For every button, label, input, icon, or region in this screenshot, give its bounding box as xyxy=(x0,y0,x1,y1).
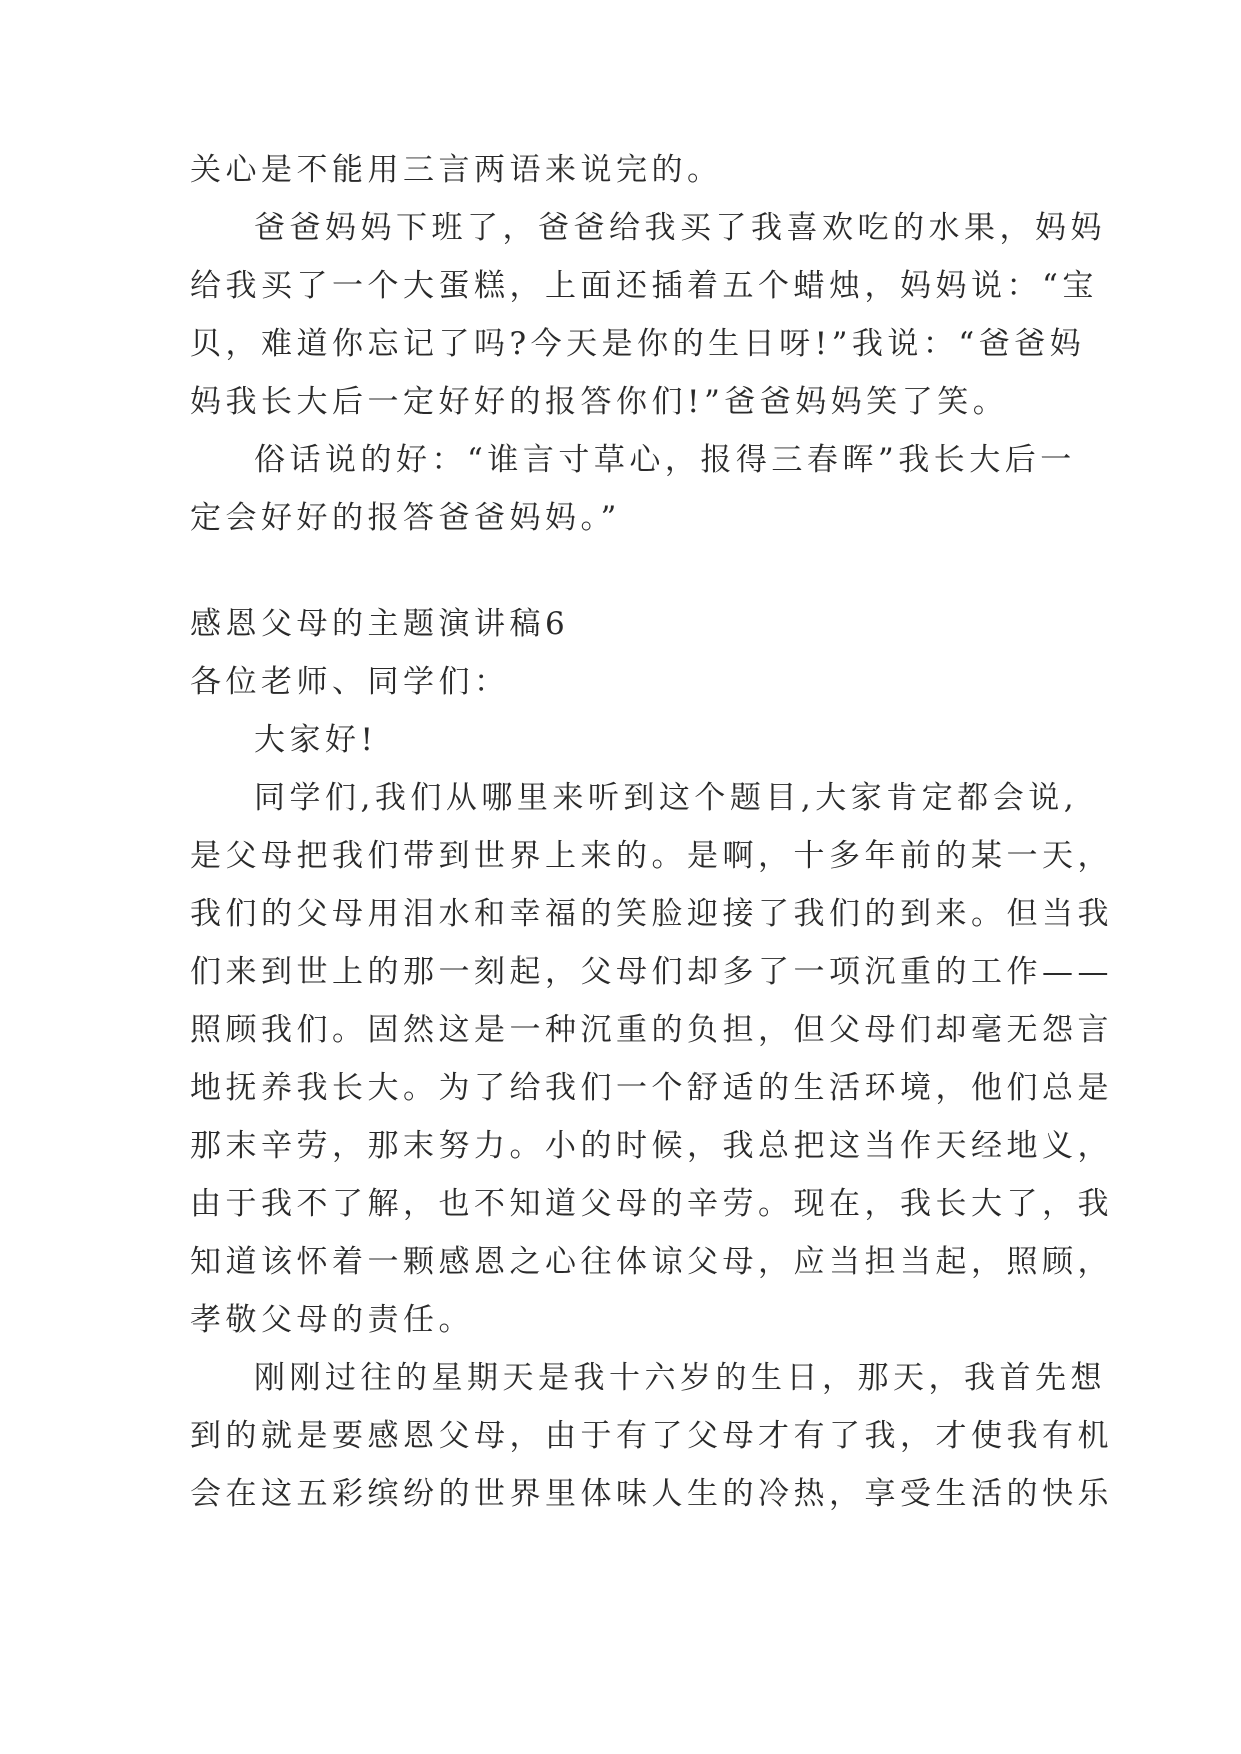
paragraph-line: 地抚养我长大。为了给我们一个舒适的生活环境，他们总是 xyxy=(190,1070,1113,1106)
greeting: 大家好! xyxy=(254,722,378,758)
paragraph-line: 爸爸妈妈下班了，爸爸给我买了我喜欢吃的水果，妈妈 xyxy=(254,210,1106,246)
paragraph-line: 照顾我们。固然这是一种沉重的负担，但父母们却毫无怨言 xyxy=(190,1012,1113,1048)
paragraph-line: 给我买了一个大蛋糕，上面还插着五个蜡烛，妈妈说：“宝 xyxy=(190,268,1098,304)
section-title: 感恩父母的主题演讲稿6 xyxy=(190,606,570,642)
paragraph-line: 是父母把我们带到世界上来的。是啊，十多年前的某一天， xyxy=(190,838,1113,874)
paragraph-line: 孝敬父母的责任。 xyxy=(190,1302,474,1338)
paragraph-line: 妈我长大后一定好好的报答你们!”爸爸妈妈笑了笑。 xyxy=(190,384,1009,420)
paragraph-line: 定会好好的报答爸爸妈妈。” xyxy=(190,500,621,536)
paragraph-line: 俗话说的好：“谁言寸草心，报得三春晖”我长大后一 xyxy=(254,442,1076,478)
paragraph-line: 那末辛劳，那末努力。小的时候，我总把这当作天经地义， xyxy=(190,1128,1113,1164)
paragraph-line: 我们的父母用泪水和幸福的笑脸迎接了我们的到来。但当我 xyxy=(190,896,1113,932)
paragraph-line: 知道该怀着一颗感恩之心往体谅父母，应当担当起，照顾， xyxy=(190,1244,1113,1280)
paragraph-line: 刚刚过往的星期天是我十六岁的生日，那天，我首先想 xyxy=(254,1360,1106,1396)
paragraph-line: 会在这五彩缤纷的世界里体味人生的冷热，享受生活的快乐 xyxy=(190,1476,1113,1512)
paragraph-line: 到的就是要感恩父母，由于有了父母才有了我，才使我有机 xyxy=(190,1418,1113,1454)
paragraph-line: 同学们,我们从哪里来听到这个题目,大家肯定都会说, xyxy=(254,780,1079,816)
paragraph-line: 贝，难道你忘记了吗?今天是你的生日呀!”我说：“爸爸妈 xyxy=(190,326,1086,362)
salutation: 各位老师、同学们： xyxy=(190,664,510,700)
paragraph-line: 关心是不能用三言两语来说完的。 xyxy=(190,152,723,188)
paragraph-line: 们来到世上的那一刻起，父母们却多了一项沉重的工作—— xyxy=(190,954,1113,990)
paragraph-line: 由于我不了解，也不知道父母的辛劳。现在，我长大了，我 xyxy=(190,1186,1113,1222)
